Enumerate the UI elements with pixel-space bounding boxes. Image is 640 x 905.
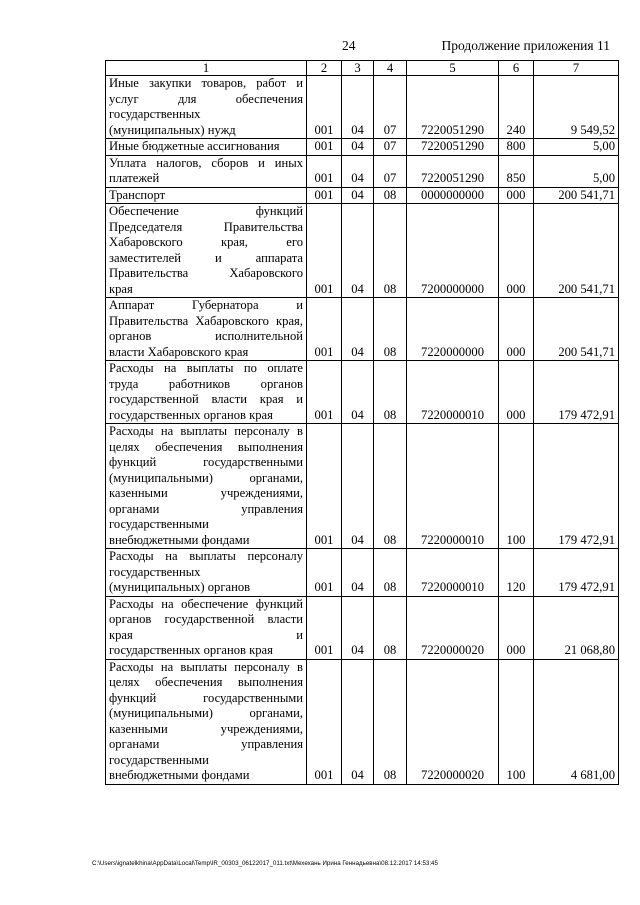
row-name-last-line: внебюджетными фондами: [109, 768, 250, 782]
ministry-code: 001: [307, 596, 342, 659]
ministry-code: 001: [307, 361, 342, 424]
row-name-text: Расходы на обеспечение функций органов государственной власти края и: [109, 596, 303, 642]
expense-type-code: 240: [499, 76, 534, 139]
amount: 200 541,71: [534, 204, 619, 298]
table-row: [106, 204, 619, 298]
row-name: [106, 659, 307, 784]
table-row: [106, 155, 619, 187]
target-article-code: 7220000010: [407, 549, 499, 597]
row-name-last-line: (муниципальных) нужд: [109, 122, 236, 137]
row-name-text: Иные закупки товаров, работ и услуг для обеспечения государственных: [109, 76, 303, 121]
col-2-number: 2: [307, 61, 342, 76]
col-1-number: 1: [106, 61, 307, 76]
target-article-code: 0000000000: [407, 187, 499, 204]
target-article-code: 7220051290: [407, 139, 499, 156]
subsection-code: 08: [374, 424, 407, 549]
table-row: [106, 187, 619, 204]
row-name-text: Расходы на выплаты персоналу государственных: [109, 549, 303, 579]
subsection-code: 08: [374, 361, 407, 424]
section-code: 04: [342, 155, 374, 187]
ministry-code: 001: [307, 298, 342, 361]
target-article-code: 7220000020: [407, 659, 499, 784]
col-4-number: 4: [374, 61, 407, 76]
expense-type-code: 800: [499, 139, 534, 156]
amount: 4 681,00: [534, 659, 619, 784]
row-name: [106, 424, 307, 549]
row-name-last-line: (муниципальных) органов: [109, 580, 251, 594]
row-name-text: Расходы на выплаты по оплате труда работников органов государственной власти края и: [109, 361, 303, 406]
row-name: [106, 139, 307, 156]
section-code: 04: [342, 76, 374, 139]
amount: 9 549,52: [534, 76, 619, 139]
amount: 200 541,71: [534, 187, 619, 204]
row-name-text: Расходы на выплаты персоналу в целях обеспечения выполнения функций государственными (муниципальными) органами, казенными учреждениями, органами управления государственными: [109, 659, 303, 767]
expense-type-code: 120: [499, 549, 534, 597]
target-article-code: 7220000010: [407, 361, 499, 424]
amount: 179 472,91: [534, 361, 619, 424]
row-name: [106, 549, 307, 597]
ministry-code: 001: [307, 204, 342, 298]
section-code: 04: [342, 187, 374, 204]
table-row: [106, 549, 619, 597]
row-name-last-line: государственных органов края: [109, 407, 273, 422]
row-name-text: Обеспечение функций Председателя Правительства Хабаровского края, его заместителей и аппарата Правительства Хабаровского: [109, 204, 303, 280]
section-code: 04: [342, 596, 374, 659]
row-name-last-line: края: [109, 281, 133, 296]
amount: 179 472,91: [534, 549, 619, 597]
amount: 200 541,71: [534, 298, 619, 361]
section-code: 04: [342, 361, 374, 424]
row-name-last-line: власти Хабаровского края: [109, 344, 249, 359]
expense-type-code: 000: [499, 187, 534, 204]
ministry-code: 001: [307, 155, 342, 187]
col-3-number: 3: [342, 61, 374, 76]
subsection-code: 08: [374, 549, 407, 597]
row-name-text: Аппарат Губернатора и Правительства Хабаровского края, органов исполнительной: [109, 298, 303, 343]
amount: 5,00: [534, 139, 619, 156]
subsection-code: 07: [374, 155, 407, 187]
target-article-code: 7220000020: [407, 596, 499, 659]
budget-table: [105, 60, 619, 785]
row-name-text: Уплата налогов, сборов и иных: [109, 155, 303, 170]
column-number-row: [106, 61, 619, 76]
row-name-last-line: платежей: [109, 171, 160, 185]
row-name: [106, 204, 307, 298]
table-row: [106, 596, 619, 659]
row-name: [106, 155, 307, 187]
subsection-code: 08: [374, 204, 407, 298]
section-code: 04: [342, 204, 374, 298]
col-7-number: 7: [534, 61, 619, 76]
section-code: 04: [342, 659, 374, 784]
row-name: [106, 187, 307, 204]
row-name-last-line: Иные бюджетные ассигнования: [109, 139, 280, 153]
section-code: 04: [342, 424, 374, 549]
section-code: 04: [342, 549, 374, 597]
expense-type-code: 000: [499, 361, 534, 424]
expense-type-code: 850: [499, 155, 534, 187]
expense-type-code: 100: [499, 659, 534, 784]
subsection-code: 07: [374, 76, 407, 139]
page-number: 24: [342, 38, 356, 53]
subsection-code: 08: [374, 187, 407, 204]
row-name-last-line: государственных органов края: [109, 643, 273, 657]
target-article-code: 7200000000: [407, 204, 499, 298]
row-name: [106, 298, 307, 361]
row-name: [106, 76, 307, 139]
section-code: 04: [342, 139, 374, 156]
ministry-code: 001: [307, 187, 342, 204]
target-article-code: 7220000010: [407, 424, 499, 549]
row-name-last-line: Транспорт: [109, 187, 166, 202]
section-code: 04: [342, 298, 374, 361]
subsection-code: 07: [374, 139, 407, 156]
amount: 179 472,91: [534, 424, 619, 549]
table-row: [106, 298, 619, 361]
table-row: [106, 76, 619, 139]
row-name: [106, 361, 307, 424]
col-5-number: 5: [407, 61, 499, 76]
subsection-code: 08: [374, 596, 407, 659]
row-name: [106, 596, 307, 659]
table-row: [106, 424, 619, 549]
amount: 5,00: [534, 155, 619, 187]
ministry-code: 001: [307, 659, 342, 784]
table-row: [106, 139, 619, 156]
ministry-code: 001: [307, 139, 342, 156]
table-row: [106, 659, 619, 784]
row-name-text: Расходы на выплаты персоналу в целях обеспечения выполнения функций государственными (муниципальными) органами, казенными учреждениями, органами управления государственными: [109, 424, 303, 531]
file-path-footer: C:\Users\ignatelkhina\AppData\Local\Temp\IR_00303_06122017_011.txt\Мехехань Ирина Геннадьевна\08.12.2017 14:53:45: [92, 860, 438, 867]
expense-type-code: 000: [499, 204, 534, 298]
subsection-code: 08: [374, 659, 407, 784]
appendix-heading: Продолжение приложения 11: [441, 38, 610, 53]
row-name-last-line: внебюджетными фондами: [109, 532, 250, 547]
ministry-code: 001: [307, 549, 342, 597]
expense-type-code: 000: [499, 298, 534, 361]
col-6-number: 6: [499, 61, 534, 76]
ministry-code: 001: [307, 76, 342, 139]
expense-type-code: 100: [499, 424, 534, 549]
ministry-code: 001: [307, 424, 342, 549]
table-row: [106, 361, 619, 424]
subsection-code: 08: [374, 298, 407, 361]
expense-type-code: 000: [499, 596, 534, 659]
target-article-code: 7220051290: [407, 76, 499, 139]
target-article-code: 7220051290: [407, 155, 499, 187]
target-article-code: 7220000000: [407, 298, 499, 361]
amount: 21 068,80: [534, 596, 619, 659]
